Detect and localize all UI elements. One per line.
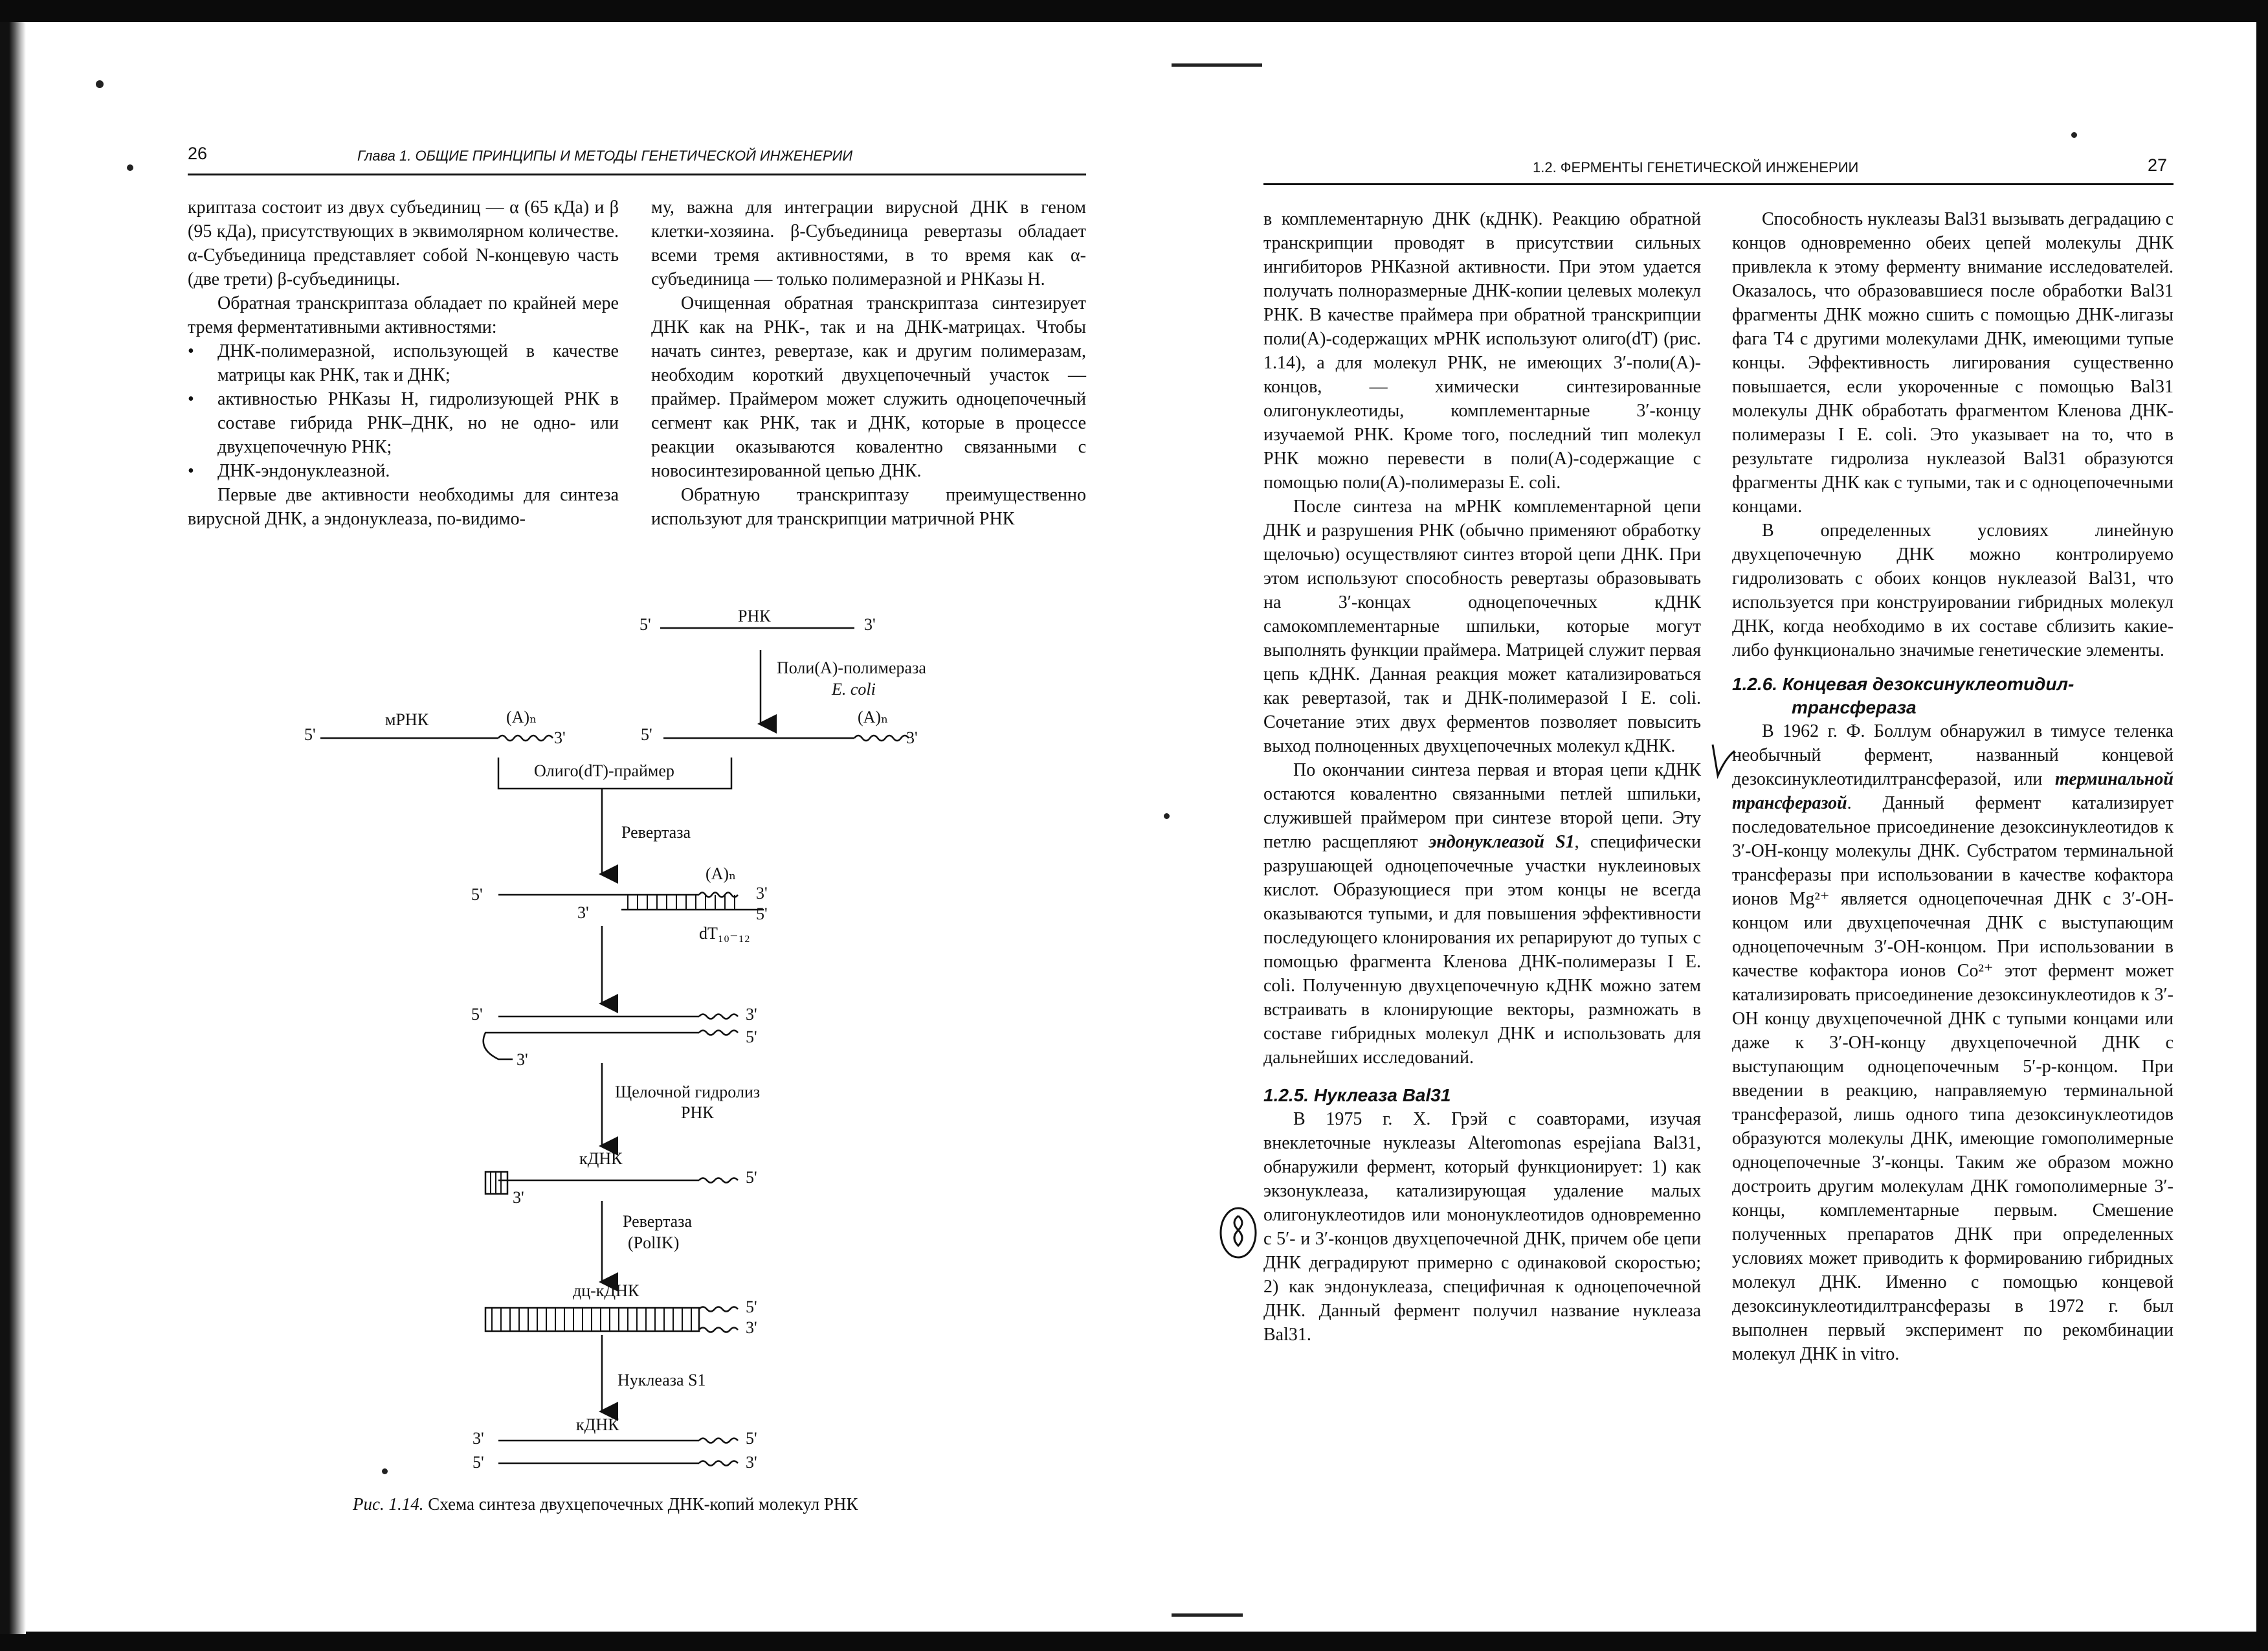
end-5-label: 5'	[746, 1429, 757, 1448]
mrna-label: мРНК	[385, 710, 429, 729]
end-5-label: 5'	[746, 1168, 757, 1187]
figure-caption-label: Рис. 1.14.	[353, 1494, 424, 1514]
section-heading-tdt: 1.2.6. Концевая дезоксинуклеотидил-	[1732, 674, 2074, 694]
list-item: • ДНК-полимеразной, использующей в качестве матрицы как РНК, так и ДНК;	[188, 339, 619, 387]
scan-right-edge	[2256, 22, 2268, 1634]
polya-polymerase-label: Поли(А)-полимераза	[777, 658, 926, 677]
scan-left-edge	[0, 22, 26, 1634]
end-5-label: 5'	[471, 1005, 483, 1024]
paragraph	[1732, 719, 2174, 1366]
paragraph: в комплементарную ДНК (кДНК). Реакцию обратной транскрипции проводят в присутствии сильных ингибиторов РНКазной активности. При этом удается получать полноразмерные ДНК-копии целевых молекул РНК. В качестве праймера при обратной транскрипции поли(А)-содержащих мРНК используют олиго(dT) (рис. 1.14), а для молекул РНК, не имеющих 3′-поли(А)-концов, — химически синтезированные олигонуклеотиды, комплементарные 3′-концу изучаемой РНК. Кроме того, последний тип молекул РНК можно перевести в поли(А)-содержащие с помощью поли(А)-полимеразы E. coli.	[1263, 209, 1701, 493]
end-3-label: 3'	[746, 1318, 757, 1337]
activity-list	[188, 339, 619, 483]
handwritten-check-mark	[1706, 738, 1739, 783]
polik-label: (PolIK)	[628, 1233, 680, 1252]
end-3-label: 3'	[554, 728, 566, 747]
end-3-label: 3'	[517, 1050, 528, 1069]
reverse-transcriptase-label: Ревертаза	[621, 823, 691, 842]
oligo-dt-label: dT₁₀₋₁₂	[699, 924, 750, 943]
end-3-label: 3'	[756, 884, 768, 903]
paragraph: Очищенная обратная транскриптаза синтезирует ДНК как на РНК-, так и на ДНК-матрицах. Чтобы начать синтез, ревертазе, как и другим полимеразам, необходим короткий двухцепочечный участок — праймер. Праймером может служить одноцепочечный сегмент как РНК, так и ДНК, которые в процессе реакции оказываются ковалентно связанными с новосинтезированной цепью ДНК.	[651, 293, 1086, 481]
polya-tail-label: (A)ₙ	[706, 864, 737, 883]
scan-top-border	[0, 0, 2268, 22]
term-terminal-transferase: терминальной трансферазой	[1732, 769, 2174, 813]
text-run: , специфически разрушающей одноцепочечные участки нуклеиновых кислот. Образующиеся при этом концы не всегда оказываются тупыми, и для повышения эффективности последующего клонирования их репарируют до тупых с помощью фрагмента Кленова ДНК-полимеразы I E. coli. Полученную двухцепочечную кДНК можно затем встраивать в клонирующие векторы, размножать в составе гибридных молекул ДНК и использовать для дальнейших исследований.	[1263, 832, 1701, 1068]
polya-tail-label: (A)ₙ	[858, 708, 889, 726]
right-column-1	[1263, 207, 1701, 1347]
left-header-rule	[188, 174, 1086, 175]
right-column-2	[1732, 207, 2174, 1366]
scan-dot	[1164, 813, 1170, 819]
end-3-label: 3'	[513, 1188, 524, 1207]
reverse-transcriptase-label: Ревертаза	[623, 1212, 693, 1231]
right-header-rule	[1263, 183, 2174, 185]
figure-caption-text: Схема синтеза двухцепочечных ДНК-копий молекул РНК	[428, 1494, 858, 1514]
cdna-label: кДНК	[579, 1149, 623, 1168]
text-run: . Данный фермент катализирует последовательное присоединение дезоксинуклеотидов к 3′-ОН-концу молекулы ДНК. Субстратом терминальной трансферазы при использовании в качестве кофактора ионов Mg²⁺ является одноцепочечная ДНК с 3′-ОН-концом или двухцепочечная ДНК с выступающим одноцепочечным 3′-ОН-концом. При использовании в качестве кофактора ионов Co²⁺ этот фермент может катализировать присоединение дезоксинуклеотидов к 3′-ОН концу двухцепочечной ДНК с тупыми концами или даже к 3′-ОН-концу двухцепочечной ДНК с выступающим одноцепочечным 5′-р-концом. При введении в реакцию, направляемую терминальной трансферазой, лишь одного типа дезоксинуклеотидов образуются молекулы ДНК, имеющие гомополимерные одноцепочечные 3′-концы. Таким же образом можно достроить другим молекулам ДНК гомополимерные 3′-концы, комплементарные первым. Смешение полученных препаратов ДНК при определенных условиях может приводить к формированию гибридных молекул ДНК. Именно с помощью концевой дезоксинуклеотидилтрансферазы в 1972 г. был выполнен первый эксперимент по рекомбинации молекул ДНК in vitro.	[1732, 793, 2174, 1364]
paragraph: Первые две активности необходимы для синтеза вирусной ДНК, а эндонуклеаза, по-видимо-	[188, 485, 619, 529]
end-5-label: 5'	[304, 725, 316, 744]
end-5-label: 5'	[639, 615, 651, 634]
scan-dot	[127, 164, 133, 171]
alkaline-hydrolysis-label: Щелочной гидролиз	[615, 1083, 761, 1101]
end-5-label: 5'	[471, 885, 483, 904]
oligo-dt-primer-label: Олиго(dT)-праймер	[534, 761, 674, 780]
left-running-head: Глава 1. ОБЩИЕ ПРИНЦИПЫ И МЕТОДЫ ГЕНЕТИЧЕСКОЙ ИНЖЕНЕРИИ	[357, 148, 853, 164]
scan-dot	[96, 80, 104, 88]
ecoli-label: E. coli	[832, 680, 876, 699]
end-3-label: 3'	[906, 728, 918, 747]
alkaline-hydrolysis-rna-label: РНК	[681, 1103, 714, 1122]
end-3-label: 3'	[864, 615, 876, 634]
end-3-label: 3'	[577, 903, 589, 922]
list-item: • активностью РНКазы H, гидролизующей РНК в составе гибрида РНК–ДНК, но не одно- или двухцепочечную РНК;	[188, 387, 619, 459]
end-5-label: 5'	[746, 1297, 757, 1316]
term-s1-endonuclease: эндонуклеазой S1	[1429, 832, 1575, 852]
scan-bottom-border	[0, 1632, 2268, 1651]
scan-mark-bottom	[1172, 1613, 1243, 1617]
figure-cdna-synthesis	[285, 602, 1023, 1470]
left-column-2	[651, 196, 1086, 531]
paragraph: му, важна для интеграции вирусной ДНК в геном клетки-хозяина. β-Субъединица ревертазы обладает всеми тремя активностями, в то время как α-субъединица — только полимеразной и РНКазы H.	[651, 197, 1086, 289]
handwritten-circle-mark	[1217, 1204, 1262, 1263]
left-column-1	[188, 196, 619, 531]
end-5-label: 5'	[746, 1028, 757, 1046]
section-heading-tdt-line2: трансфераза	[1792, 697, 1917, 717]
section-heading-bal31: 1.2.5. Нуклеаза Bal31	[1263, 1085, 1451, 1105]
paragraph: Обратную транскриптазу преимущественно используют для транскрипции матричной РНК	[651, 485, 1086, 529]
left-page-number: 26	[188, 144, 208, 163]
paragraph	[1263, 758, 1701, 1070]
rna-label: РНК	[738, 607, 771, 625]
paragraph: В определенных условиях линейную двухцепочечную ДНК можно контролируемо гидролизовать с обоих концов нуклеазой Bal31, что используется при конструировании гибридных молекул ДНК, когда необходимо в их составе сблизить какие-либо функционально значимые генетические элементы.	[1732, 521, 2174, 660]
end-3-label: 3'	[472, 1429, 484, 1448]
paragraph: Способность нуклеазы Bal31 вызывать деградацию с концов одновременно обеих цепей молекулы ДНК привлекла к этому ферменту внимание исследователей. Оказалось, что образовавшиеся после обработки Bal31 фрагменты ДНК можно сшить с помощью ДНК-лигазы фага Т4 с другими молекулами ДНК, имеющими тупые концы. Эффективность лигирования существенно повышается, если укороченные с помощью Bal31 молекулы ДНК обработать фрагментом Кленова ДНК-полимеразы I E. coli. Это указывает на то, что в результате гидролиза нуклеазой Bal31 образуются фрагменты ДНК как с тупыми, так и с одноцепочечными концами.	[1732, 209, 2174, 517]
end-3-label: 3'	[746, 1453, 757, 1470]
text-run: По окончании синтеза первая и вторая цепи кДНК остаются ковалентно связанными петлей шпильки, служившей праймером при синтезе второй цепи. Эту петлю расщепляют	[1263, 760, 1701, 852]
end-5-label: 5'	[472, 1453, 484, 1470]
text-run: В 1962 г. Ф. Боллум обнаружил в тимусе теленка необычный фермент, названный концевой дезоксинуклеотидилтрансферазой, или	[1732, 721, 2174, 789]
paragraph: криптаза состоит из двух субъединиц — α (65 кДа) и β (95 кДа), присутствующих в эквимолярном количестве. α-Субъединица представляет собой N-концевую часть (две трети) β-субъединицы.	[188, 197, 619, 289]
ds-cdna-label: дц-кДНК	[573, 1281, 639, 1300]
end-3-label: 3'	[746, 1005, 757, 1024]
polya-tail-label: (A)ₙ	[506, 708, 537, 726]
right-page-number: 27	[2148, 155, 2168, 175]
paragraph: В 1975 г. Х. Грэй с соавторами, изучая внеклеточные нуклеазы Alteromonas espejiana Bal31, обнаружили фермент, который функционирует: 1) как экзонуклеаза, катализирующая удаление малых олигонуклеотидов или мононуклеотидов одновременно с 5′- и 3′-концов двухцепочечной ДНК, причем обе цепи ДНК деградируют примерно с одинаковой скоростью; 2) как эндонуклеаза, специфичная к одноцепочечной ДНК. Данный фермент получил название нуклеаза Bal31.	[1263, 1109, 1701, 1345]
scan-dot	[2071, 132, 2077, 138]
paragraph: Обратная транскриптаза обладает по крайней мере тремя ферментативными активностями:	[188, 293, 619, 337]
scan-mark-top	[1172, 63, 1262, 67]
list-item: • ДНК-эндонуклеазной.	[188, 459, 619, 483]
right-running-head: 1.2. ФЕРМЕНТЫ ГЕНЕТИЧЕСКОЙ ИНЖЕНЕРИИ	[1533, 159, 1859, 175]
cdna-label: кДНК	[576, 1415, 619, 1434]
end-5-label: 5'	[756, 904, 768, 923]
s1-nuclease-label: Нуклеаза S1	[617, 1371, 706, 1389]
end-5-label: 5'	[641, 725, 652, 744]
paragraph: После синтеза на мРНК комплементарной цепи ДНК и разрушения РНК (обычно применяют обработку щелочью) осуществляют синтез второй цепи ДНК. При этом используют способность ревертазы образовывать на 3′-концах одноцепочечных кДНК самокомплементарные шпильки, которые могут выполнять функции праймера. Матрицей служит первая цепь кДНК. Данная реакция может катализироваться как ревертазой, так и ДНК-полимеразой I E. coli. Сочетание этих двух ферментов позволяет повысить выход полноценных двухцепочечных молекул кДНК.	[1263, 497, 1701, 756]
figure-caption	[353, 1494, 858, 1514]
